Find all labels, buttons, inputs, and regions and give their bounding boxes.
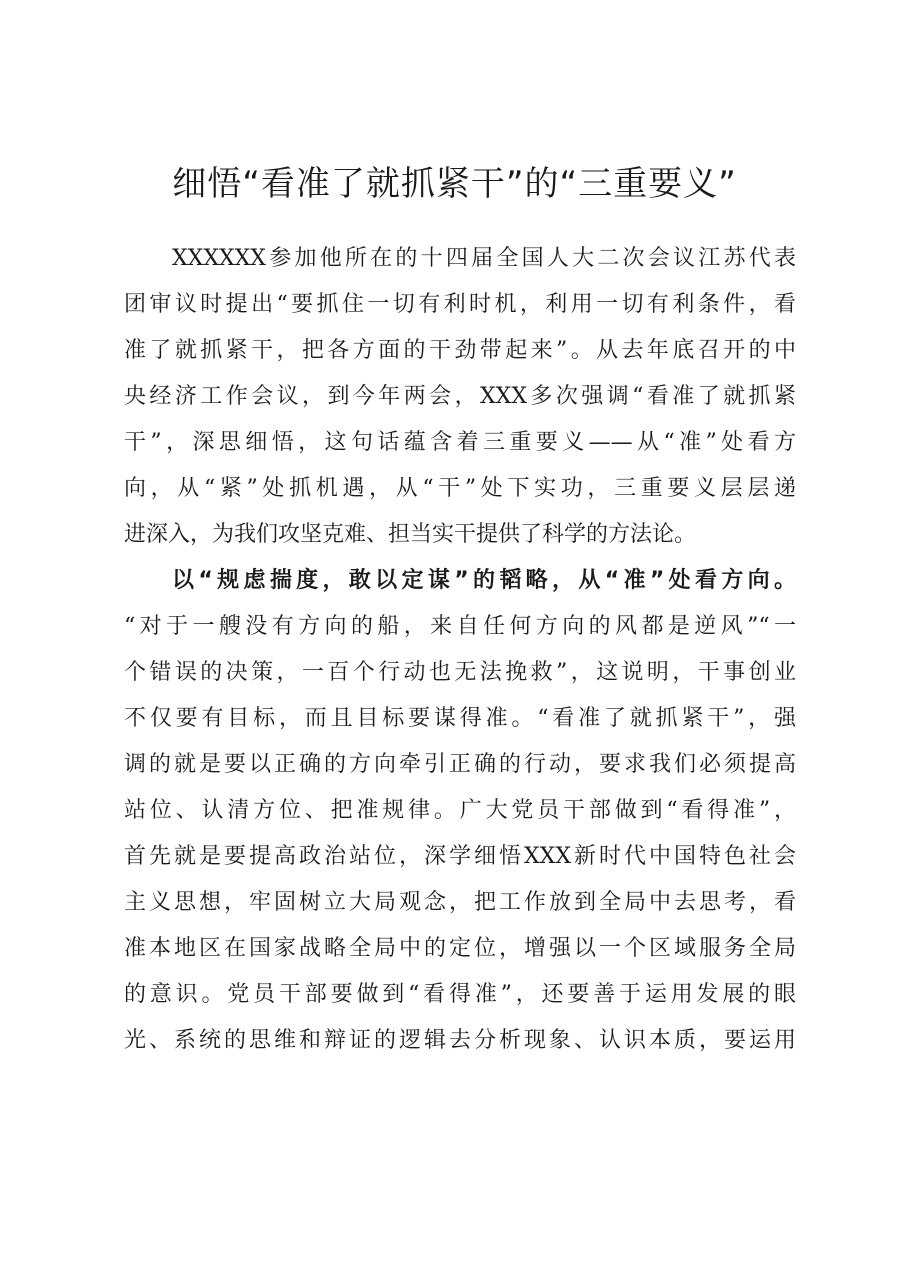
section-heading: 以“规虑揣度，敢以定谋”的韬略，从“准”处看方向。 [172, 568, 796, 593]
paragraph-line: 不仅要有目标，而且目标要谋得准。“看准了就抓紧干”，强 [124, 706, 796, 731]
paragraph-line: 的意识。党员干部要做到“看得准”，还要善于运用发展的眼 [124, 982, 796, 1007]
paragraph-line: 主义思想，牢固树立大局观念，把工作放到全局中去思考，看 [124, 890, 796, 915]
document-title: 细悟“看准了就抓紧干”的“三重要义” [172, 164, 737, 204]
paragraph-line: 光、系统的思维和辩证的逻辑去分析现象、认识本质，要运用 [124, 1028, 796, 1053]
paragraph-line: 团审议时提出“要抓住一切有利时机，利用一切有利条件，看 [124, 292, 796, 317]
paragraph-line: 站位、认清方位、把准规律。广大党员干部做到“看得准”， [124, 798, 796, 823]
paragraph-line: 首先就是要提高政治站位，深学细悟XXX新时代中国特色社会 [124, 844, 796, 869]
paragraph-section-1 [124, 558, 796, 1064]
paragraph-line: 央经济工作会议，到今年两会，XXX多次强调“看准了就抓紧 [124, 384, 796, 409]
paragraph-line: 向，从“紧”处抓机遇，从“干”处下实功，三重要义层层递 [124, 476, 796, 501]
paragraph-line: 进深入，为我们攻坚克难、担当实干提供了科学的方法论。 [124, 522, 697, 547]
paragraph-line: “对于一艘没有方向的船，来自任何方向的风都是逆风”“一 [124, 614, 796, 639]
paragraph-line: XXXXXX参加他所在的十四届全国人大二次会议江苏代表 [172, 246, 796, 271]
paragraph-line: 干”，深思细悟，这句话蕴含着三重要义——从“准”处看方 [124, 430, 796, 455]
paragraph-line: 个错误的决策，一百个行动也无法挽救”，这说明，干事创业 [124, 660, 796, 685]
paragraph-line: 准了就抓紧干，把各方面的干劲带起来”。从去年底召开的中 [124, 338, 796, 363]
paragraph-intro [124, 236, 796, 558]
paragraph-line: 准本地区在国家战略全局中的定位，增强以一个区域服务全局 [124, 936, 796, 961]
paragraph-line: 调的就是要以正确的方向牵引正确的行动，要求我们必须提高 [124, 752, 796, 777]
document-body [124, 236, 796, 1064]
